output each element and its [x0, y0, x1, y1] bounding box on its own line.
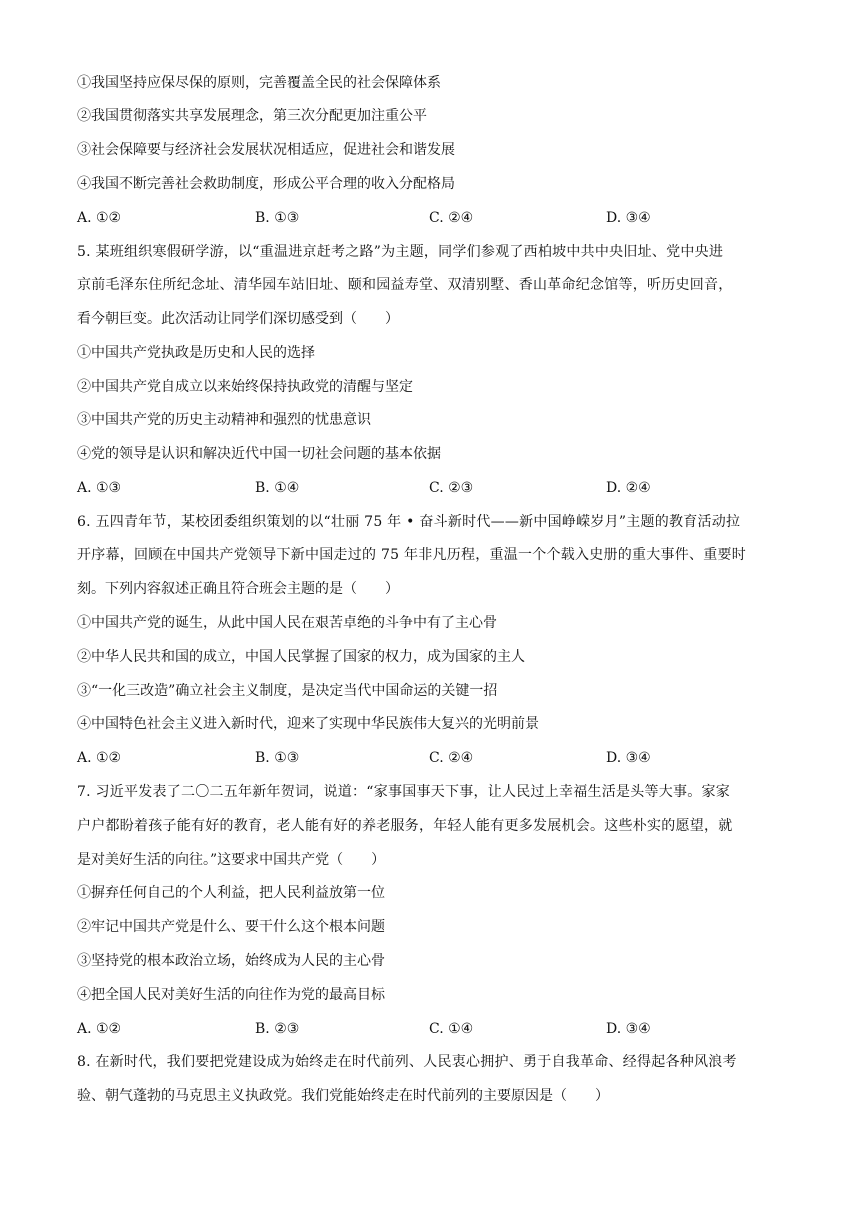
q7-option-a: A. ①②	[77, 1021, 122, 1037]
q5-option-c: C. ②③	[429, 480, 474, 496]
q5-option-b: B. ①④	[255, 480, 300, 496]
q6-item-2: ②中华人民共和国的成立，中国人民掌握了国家的权力，成为国家的主人	[77, 649, 525, 665]
q6-option-a: A. ①②	[77, 750, 122, 766]
q5-option-d: D. ②④	[606, 480, 651, 496]
q6-item-4: ④中国特色社会主义进入新时代，迎来了实现中华民族伟大复兴的光明前景	[77, 716, 539, 732]
q8-stem-line-1: 8. 在新时代，我们要把党建设成为始终走在时代前列、人民衷心拥护、勇于自我革命、经得起各种风浪考	[77, 1054, 737, 1070]
q5-item-1: ①中国共产党执政是历史和人民的选择	[77, 345, 315, 361]
q4-item-3: ③社会保障要与经济社会发展状况相适应，促进社会和谐发展	[77, 142, 455, 158]
q7-option-b: B. ②③	[255, 1021, 300, 1037]
q7-item-2: ②牢记中国共产党是什么、要干什么这个根本问题	[77, 919, 385, 935]
q6-item-3: ③“一化三改造”确立社会主义制度，是决定当代中国命运的关键一招	[77, 683, 498, 699]
q7-stem-line-1: 7. 习近平发表了二〇二五年新年贺词，说道：“家事国事天下事，让人民过上幸福生活是头等大事。家家	[77, 784, 730, 800]
q4-item-4: ④我国不断完善社会救助制度，形成公平合理的收入分配格局	[77, 176, 455, 192]
q5-stem-line-1: 5. 某班组织寒假研学游，以“重温进京赶考之路”为主题，同学们参观了西柏坡中共中央旧址、党中央进	[77, 244, 724, 260]
q4-option-b: B. ①③	[255, 210, 300, 226]
q4-item-2: ②我国贯彻落实共享发展理念，第三次分配更加注重公平	[77, 108, 427, 124]
q8-stem-line-2: 验、朝气蓬勃的马克思主义执政党。我们党能始终走在时代前列的主要原因是（ ）	[77, 1088, 609, 1104]
q5-item-2: ②中国共产党自成立以来始终保持执政党的清醒与坚定	[77, 379, 413, 395]
q4-option-d: D. ③④	[606, 210, 651, 226]
q7-option-d: D. ③④	[606, 1021, 651, 1037]
q7-item-1: ①摒弃任何自己的个人利益，把人民利益放第一位	[77, 885, 385, 901]
q7-stem-line-2: 户户都盼着孩子能有好的教育，老人能有好的养老服务，年轻人能有更多发展机会。这些朴实的愿望，就	[77, 818, 733, 834]
q7-stem-line-3: 是对美好生活的向往。”这要求中国共产党（ ）	[77, 852, 386, 868]
q6-stem-line-2: 开序幕，回顾在中国共产党领导下新中国走过的 75 年非凡历程，重温一个个载入史册的重大事件、重要时	[77, 547, 746, 563]
q7-item-3: ③坚持党的根本政治立场，始终成为人民的主心骨	[77, 953, 385, 969]
q6-stem-line-3: 刻。下列内容叙述正确且符合班会主题的是（ ）	[77, 581, 399, 597]
q4-option-a: A. ①②	[77, 210, 122, 226]
q7-options	[77, 1019, 789, 1039]
q6-option-b: B. ①③	[255, 750, 300, 766]
q4-option-c: C. ②④	[429, 210, 474, 226]
q5-options	[77, 478, 789, 498]
q6-item-1: ①中国共产党的诞生，从此中国人民在艰苦卓绝的斗争中有了主心骨	[77, 615, 497, 631]
q5-stem-line-3: 看今朝巨变。此次活动让同学们深切感受到（ ）	[77, 311, 399, 327]
q4-item-1: ①我国坚持应保尽保的原则，完善覆盖全民的社会保障体系	[77, 75, 441, 91]
q6-options	[77, 748, 789, 768]
q5-item-4: ④党的领导是认识和解决近代中国一切社会问题的基本依据	[77, 446, 441, 462]
q4-options	[77, 208, 789, 228]
q5-item-3: ③中国共产党的历史主动精神和强烈的忧患意识	[77, 412, 371, 428]
q6-stem-line-1: 6. 五四青年节，某校团委组织策划的以“壮丽 75 年 • 奋斗新时代——新中国峥嵘岁月”主题的教育活动拉	[77, 514, 741, 530]
q6-option-c: C. ②④	[429, 750, 474, 766]
q5-option-a: A. ①③	[77, 480, 122, 496]
q7-item-4: ④把全国人民对美好生活的向往作为党的最高目标	[77, 987, 385, 1003]
q7-option-c: C. ①④	[429, 1021, 474, 1037]
q5-stem-line-2: 京前毛泽东住所纪念址、清华园车站旧址、颐和园益寿堂、双清别墅、香山革命纪念馆等，听历史回音，	[77, 277, 733, 293]
q6-option-d: D. ③④	[606, 750, 651, 766]
